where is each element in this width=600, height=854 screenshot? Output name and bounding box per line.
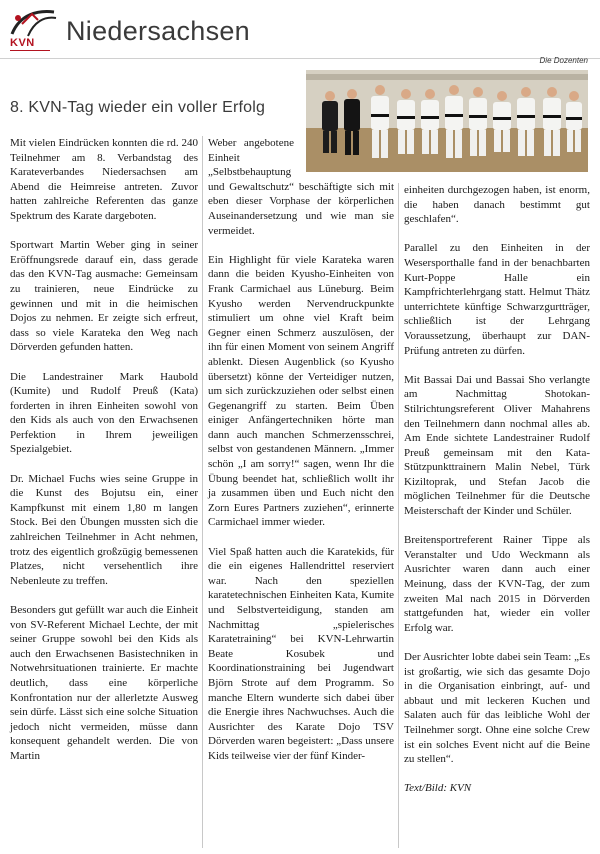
page-header [8,6,592,58]
paragraph: Ein Highlight für viele Karateka waren dann die beiden Kyusho-Einheiten von Frank Carmichael aus Lüneburg. Beim Kyusho werden Nervendruckpunkte stimuliert um ohne viel Kraft beim Gegner einen Schmerz auszulösen, der ihn für einen Moment von seinem Angriff ablenkt. Diesen Augenblick (so Kyusho übersetzt) könne der Verteidiger nutzen, um sich zurückzuziehen oder selbst einen Gegenangriff zu starten. Beim Üben einiger Anfängertechniken hörte man dann auch manchen Schmerzensschrei, selbst von gestandenen Männern. „Immer schön „I am sorry!“ sagen, wenn Ihr die Übung beendet hat, schließlich wollt ihr ja zusammen üben und Euch nicht den Zorn Eures Partners zuziehen“, erinnerte Carmichael immer wieder. [208,253,394,529]
paragraph: einheiten durchgezogen haben, ist enorm, die haben danach bestimmt gut geschlafen“. [404,184,590,226]
article-column-2 [208,136,394,778]
photo-gap [294,136,394,174]
logo-underline [10,50,50,54]
paragraph: Mit Bassai Dai und Bassai Sho verlangte am Nachmittag Shotokan-Stilrichtungsreferent Oliver Mahahrens den Teilnehmern dann nochmal alles ab. Am Ende sichtete Landestrainer Rudolf Preuß gemeinsam mit den Kata-Stützpunkttrainern Malin Nebel, Türk Kiziltoprak, und Stefan Jacob die möglichen Teilnehmer für die Deutsche Meisterschaft der Kinder und Schüler. [404,373,590,518]
photo-caption: Die Dozenten [539,56,588,65]
paragraph: Parallel zu den Einheiten in der Wesersporthalle fand in der benachbarten Kurt-Poppe Halle ein Kampfrichterlehrgang statt. Helmut Thätz unterrichtete künftige Schwarzgurtträger, schließlich ist der Lehrgang Voraussetzung, überhaupt zur DAN-Prüfung antreten zu dürfen. [404,242,590,357]
header-divider [0,58,600,59]
paragraph: Viel Spaß hatten auch die Karatekids, für die ein eigenes Hallendrittel reserviert war. Nach den speziellen karatetechnischen Einheiten Kata, Kumite und Selbstverteidigung, standen am Nachmittag „spielerisches Karatetraining“ bei KVN-Lehrwartin Beate Kosubek und Koordinationstraining bei Jugendwart Björn Strote auf dem Programm. So manche Eltern wunderte sich dabei über die Energie ihres Nachwuchses. Auch die Ausrichter des Karate Dojo TSV Dörverden waren begeistert: „Dass unsere Kids teilweise vier der fünf Kinder- [208,545,394,762]
paragraph-text: Weber angebotene Einheit „Selbstbehauptung und Gewaltschutz“ beschäftigte sich mit eben dieser Vorphase der körperlichen Auseinandersetzung und wie man sie vermeidet. [208,137,394,237]
paragraph: Breitensportreferent Rainer Tippe als Veranstalter und Udo Weckmann als Ausrichter waren dann auch einer Meinung, dass der KVN-Tag, der zum zweiten Mal nach 2015 in Dörverden stattgefunden hat, wieder ein voller Erfolg war. [404,534,590,634]
article-headline: 8. KVN-Tag wieder ein voller Erfolg [10,99,266,116]
column-divider [398,183,399,848]
kvn-logo [8,6,60,56]
paragraph: Besonders gut gefüllt war auch die Einheit von SV-Referent Michael Lechte, der mit seiner Gruppe sowohl bei den Kids als auch den Erwachsenen Basistechniken in Notwehrsituationen trainierte. Er machte deutlich, dass eine körperliche Konfrontation nur der allerletzte Ausweg sein dürfe. Lässt sich eine solche Situation jedoch nicht vermeiden, müsse dann konsequent gehandelt werden. Die von Martin [10,604,198,762]
paragraph: Mit vielen Eindrücken konnten die rd. 240 Teilnehmer am 8. Verbandstag des Karateverbandes Niedersachsen am Abend die Heimreise antreten. Zuvor hatten zahlreiche Referenten das ganze Spektrum des Karate dargeboten. [10,137,198,222]
article-credit: Text/Bild: KVN [404,782,472,795]
article-column-1 [10,136,198,778]
paragraph: Dr. Michael Fuchs wies seine Gruppe in die Kunst des Bojutsu ein, einer Kampfkunst mit einem 1,80 m langen Stock. Bei den Übungen mussten sich die zahlreichen Teilnehmer in Acht nehmen, trotz des eigentlich großzügig bemessenen Platzes, nicht versehentlich ihre Nebenleute zu treffen. [10,472,198,587]
column-divider [202,136,203,848]
article-column-3 [404,183,590,811]
paragraph: Die Landestrainer Mark Haubold (Kumite) und Rudolf Preuß (Kata) forderten in ihren Einheiten sowohl von den Kids als auch von den Erwachsenen Perfektion in Ihrem jeweiligen Spezialgebiet. [10,370,198,456]
paragraph [208,136,394,238]
region-title: Niedersachsen [66,16,251,46]
logo-text: KVN [10,37,35,49]
paragraph: Sportwart Martin Weber ging in seiner Eröffnungsrede darauf ein, dass gerade das den KVN-Tag ausmache: Gemeinsam zu trainieren, neue Eindrücke zu gewinnen und mit in die heimischen Dojos zu nehmen. Er zeigte sich erfreut, dass so viele Karateka den Weg nach Dörverden gefunden hatten. [10,239,198,354]
paragraph: Der Ausrichter lobte dabei sein Team: „Es ist großartig, wie sich das gesamte Dojo in die Organisation einbringt, auf- und abbaut und mit leckeren Kuchen und Salaten auch für das leibliche Wohl der Teilnehmer sorgt. Ohne eine solche Crew ist ein solches Event nicht auf die Beine zu stellen“. [404,651,590,766]
